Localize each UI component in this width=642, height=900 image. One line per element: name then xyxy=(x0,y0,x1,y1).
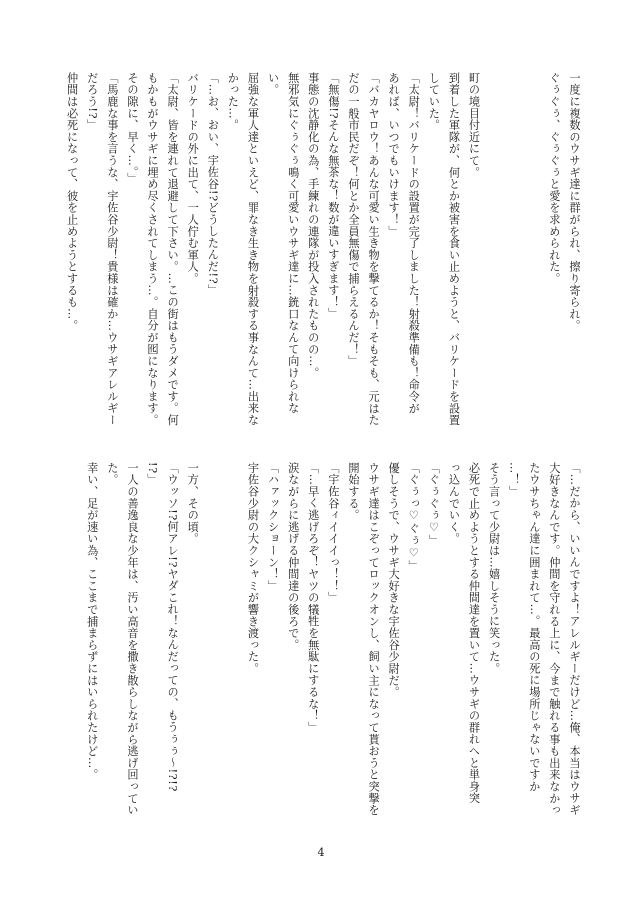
text-line: かった…。 xyxy=(226,72,240,131)
text-line: 無邪気にぐぅぐぅ鳴く可愛いウサギ達に…銃口なんて向けられな xyxy=(286,72,300,415)
text-line: 一方、その頃。 xyxy=(186,462,200,545)
text-line: 「ハァックショーン！」 xyxy=(266,462,280,592)
text-line: 「バカヤロウ！あんな可愛い生き物を撃てるか！そもそも、元はた xyxy=(367,72,381,426)
text-line: バリケードの外に出て、一人佇む軍人。 xyxy=(186,72,200,285)
text-line xyxy=(222,462,242,842)
text-line: …！」 xyxy=(507,462,521,498)
text-line: 「ぐぅっ♡ぐぅ♡」 xyxy=(407,462,421,572)
text-line: 大好きなんです。仲間を守れる上に、今まで触れる事も出来なかっ xyxy=(547,462,561,816)
text-line: 涙ながらに逃げる仲間達の後ろで。 xyxy=(286,462,300,651)
text-line: 「太尉、皆を連れて退避して下さい。…この街はもうダメです。何 xyxy=(166,72,180,426)
text-line: 開始する。 xyxy=(346,462,360,521)
bottom-text-block xyxy=(54,462,584,842)
text-line: !?」 xyxy=(146,462,160,486)
text-line: その隙に、早く…。」 xyxy=(125,72,139,185)
text-line: い。 xyxy=(266,72,280,96)
text-line: 幸い、足が速い為、ここまで捕まらずにはいられたけど…。 xyxy=(85,462,99,781)
text-line: 「…お、おい、宇佐谷!?どうしたんだ!?」 xyxy=(206,72,220,296)
text-line xyxy=(524,72,544,452)
text-line: たウサちゃん達に囲まれて…。最高の死に場所じゃないですか xyxy=(527,462,541,793)
text-line: 宇佐谷少尉の大クシャミが響き渡った。 xyxy=(246,462,260,675)
text-line: そう言って少尉は…嬉しそうに笑った。 xyxy=(487,462,501,675)
text-line: 「ぐぅぐぅ♡」 xyxy=(427,462,441,547)
text-line: だろう!?」 xyxy=(85,72,99,131)
text-line: 一人の善逸良な少年は、汚い高音を撒き散らしながら逃げ回ってい xyxy=(125,462,139,816)
text-line xyxy=(484,72,504,452)
text-line: 到着した軍隊が、何とか被害を食い止めようと、バリケードを設置 xyxy=(447,72,461,426)
text-line: 一度に複数のウサギ達に群がられ、擦り寄られ。 xyxy=(568,72,581,332)
text-line: 「…だから、いいんですよ！アレルギーだけど…俺、本当はウサギ xyxy=(568,462,581,816)
text-line: 必死で止めようとする仲間達を置いて…ウサギの群れへと単身突 xyxy=(467,462,481,805)
text-line: もかもがウサギに埋め尽くされてしまう…。自分が囮になります。 xyxy=(146,72,160,426)
text-line: 優しそうで、ウサギ大好きな宇佐谷少尉だ。 xyxy=(387,462,401,698)
text-line: 町の境目付近にて。 xyxy=(467,72,481,179)
text-line: 「宇佐谷ィイイイっ！！」 xyxy=(326,462,340,604)
text-line: だの一般市民だぞ！何とか全員無傷で捕らえるんだ！」 xyxy=(346,72,360,367)
page-number: 4 xyxy=(317,846,325,859)
top-text-block xyxy=(54,72,584,452)
text-line xyxy=(202,462,222,842)
text-line: 事態の沈静化の為、手練れの連隊が投入されたものの…。 xyxy=(306,72,320,379)
text-line: ぐぅぐぅ、ぐぅぐぅと愛を求められた。 xyxy=(547,72,561,285)
text-line: っ込んでいく。 xyxy=(447,462,461,545)
text-line: た。 xyxy=(105,462,119,486)
text-line: 「ウッソ!?何アレ!?ヤダこれ！なんだっての、もうぅぅ〜!?!? xyxy=(166,462,180,792)
text-line: 仲間は必死になって、彼を止めようとするも…。 xyxy=(65,72,79,332)
text-line: 「…早く逃げろぞ！ヤツの犠牲を無駄にするな！」 xyxy=(306,462,320,734)
text-line: ウサギ達はこぞってロックオンし、飼い主になって貰おうと突撃を xyxy=(367,462,381,816)
text-line: していた。 xyxy=(427,72,441,131)
text-line: 「太尉！バリケードの設置が完了しました！射殺準備も！命令が xyxy=(407,72,421,415)
text-line: 「馬鹿な事を言うな、宇佐谷少尉！貴様は確か…ウサギアレルギー xyxy=(105,72,119,426)
text-line xyxy=(504,72,524,452)
text-line: 屈強な軍人達といえど、罪なき生き物を射殺する事なんて…出来な xyxy=(246,72,260,426)
text-line: あれば、いつでもいけます！」 xyxy=(387,72,401,238)
text-line: 「無傷!?そんな無茶な！数が違いすぎます！」 xyxy=(326,72,340,320)
